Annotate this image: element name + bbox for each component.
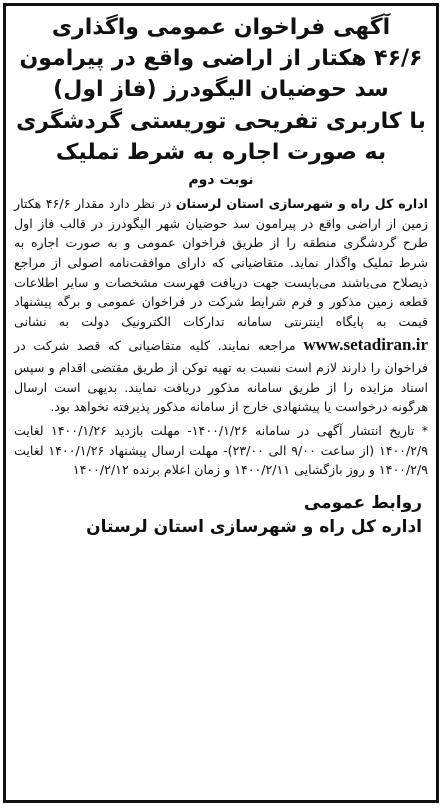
title-line: آگهی فراخوان عمومی واگذاری <box>51 15 391 40</box>
title-line: به صورت اجاره به شرط تملیک <box>55 139 387 165</box>
notice-title <box>14 12 428 168</box>
signature-block <box>14 492 428 540</box>
issuer-name: اداره کل راه و شهرسازی استان لرستان <box>175 196 428 212</box>
title-line: سد حوضیان الیگودرز (فاز اول) <box>53 77 389 103</box>
signature-department: روابط عمومی <box>303 493 422 514</box>
website-link[interactable]: www.setadiran.ir <box>303 334 428 354</box>
publication-round: نوبت دوم <box>188 172 254 189</box>
title-line: با کاربری تفریحی توریستی گردشگری <box>16 108 426 134</box>
dates-paragraph: * تاریخ انتشار آگهی در سامانه ۱۴۰۰/۱/۲۶- مهلت بازدید ۱۴۰۰/۱/۲۶ لغایت ۱۴۰۰/۲/۹ (از ساعت ۹/۰۰ الی ۲۳/۰۰)- مهلت ارسال پیشنهاد ۱۴۰۰/۱/۲۶ لغایت ۱۴۰۰/۲/۹ و روز بازگشایی ۱۴۰۰/۲/۱۱ و زمان اعلام برنده ۱۴۰۰/۲/۱۲ <box>14 423 429 478</box>
signature-organization: اداره کل راه و شهرسازی استان لرستان <box>86 516 422 537</box>
body-text-part1: در نظر دارد مقدار ۴۶/۶ هکتار زمین از اراضی واقع در پیرامون سد حوضیان شهر الیگودرز در قالب فاز اول طرح گردشگری منطقه را از طریق فراخوان عمومی و به صورت اجاره به شرط تملیک واگذار نماید. متقاضیانی که دارای موافقت‌نامه اصولی از مراجع ذیصلاح می‌باشند می‌بایست جهت دریافت فهرست مشخصات و سایر اطلاعات قطعه زمین مذکور و فرم شرایط شرکت در فراخوان عمومی و برگه پیشنهاد قیمت به پایگاه اینترنتی سامانه تدارکات الکترونیک دولت به نشانی <box>14 196 428 330</box>
body-text-part2: مراجعه نمایند. کلیه متقاضیانی که قصد شرکت در فراخوان را دارند لازم است نسبت به تهیه توکن از طریق مقتضی اقدام و سپس اسناد مزایده را از طریق سامانه مذکور دریافت نمایند. بدیهی است ارسال هرگونه درخواست یا پیشنهادی خارج از سامانه مذکور پذیرفته نخواهد بود. <box>14 337 428 415</box>
tender-notice <box>3 3 439 803</box>
title-line: ۴۶/۶ هکتار از اراضی واقع در پیرامون <box>19 46 423 72</box>
notice-body <box>14 194 428 417</box>
